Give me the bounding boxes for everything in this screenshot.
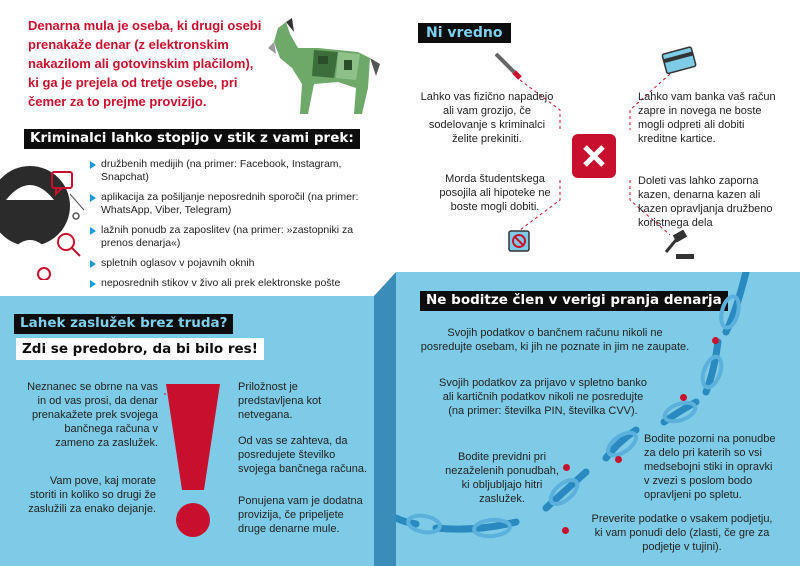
list-item: družbenih medijih (na primer: Facebook, Instagram, Snapchat) [90,158,365,184]
easy-money-left-2: Vam pove, kaj morate storiti in koliko so drugi že zaslužili za enako dejanje. [28,475,156,515]
list-item: neposrednih stikov v živo ali prek elektronske pošte [90,277,365,290]
easy-money-right-1: Priložnost je predstavljena kot netvegana. [238,381,322,421]
exclamation-icon [162,384,224,542]
contact-title: Kriminalci lahko stopijo v stik z vami prek: [24,129,360,149]
chain-tip-5: Preverite podatke o vsakem podjetju, ki vam ponudi delo (zlasti, če gre za podjetje v tujini). [591,513,773,553]
donkey-money-illustration [268,18,388,118]
chain-tip-3: Bodite previdni pri nezaželenih ponudbah, ki obljubljajo hitri zaslužek. [445,451,559,505]
warning-x-icon [572,134,616,178]
chain-tip-1: Svojih podatkov o bančnem računu nikoli ne posredujte osebam, ki jih ne poznate in jim ne zaupate. [420,327,690,353]
list-item: aplikacija za pošiljanje neposrednih sporočil (na primer: WhatsApp, Viber, Telegram) [90,191,365,217]
not-worth-title: Ni vredno [418,23,511,43]
chain-tip-4: Bodite pozorni na ponudbe za delo pri katerih so vsi medsebojni stiki in opravki v zvezi s poslom bodo opravljeni po spletu. [644,433,776,501]
hacker-icon [0,150,95,280]
easy-money-left-1: Neznanec se obrne na vas in od vas prosi, da denar prenakažete prek svojega bančnega računa v zameno za zaslužek. [27,381,158,449]
easy-money-title: Lahek zaslužek brez truda? [14,314,233,334]
contact-list [90,158,365,297]
easy-money-right-3: Ponujena vam je dodatna provizija, če pripeljete druge denarne mule. [238,495,363,535]
not-worth-top-left: Lahko vas fizično napadejo ali vam grozijo, če sodelovanje s kriminalci želite prekiniti. [420,91,554,145]
not-worth-bottom-right: Doleti vas lahko zaporna kazen, denarna kazen ali kazen opravljanja družbeno koristnega dela [638,175,773,229]
intro-text: Denarna mula je oseba, ki drugi osebi prenakaže denar (z elektronskim nakazilom ali gotovinskim plačilom), ki ga je prejela od tretje osebe, pri čemer za to prejme provizijo. [28,18,262,109]
chain-dot [615,456,622,463]
easy-money-subtitle: Zdi se predobro, da bi bilo res! [16,338,264,360]
easy-money-right-2: Od vas se zahteva, da posredujete številko svojega bančnega računa. [238,435,368,475]
chain-dot [712,337,719,344]
chain-tip-2: Svojih podatkov za prijavo v spletno banko ali kartičnih podatkov nikoli ne posredujte (na primer: številka PIN, številka CVV). [439,377,647,417]
chain-title: Ne boditze člen v verigi pranja denarja [420,291,728,311]
chain-dot [563,464,570,471]
list-item: lažnih ponudb za zaposlitev (na primer: »zastopniki za prenos denarja«) [90,224,365,250]
chain-dot [680,394,687,401]
chain-dot [562,527,569,534]
not-worth-top-right: Lahko vam banka vaš račun zapre in novega ne boste mogli odpreti ali dobiti kreditne kartice. [638,91,776,145]
list-item: spletnih oglasov v pojavnih oknih [90,257,365,270]
not-worth-bottom-left: Morda študentskega posojila ali hipoteke ne boste mogli dobiti. [439,173,551,213]
